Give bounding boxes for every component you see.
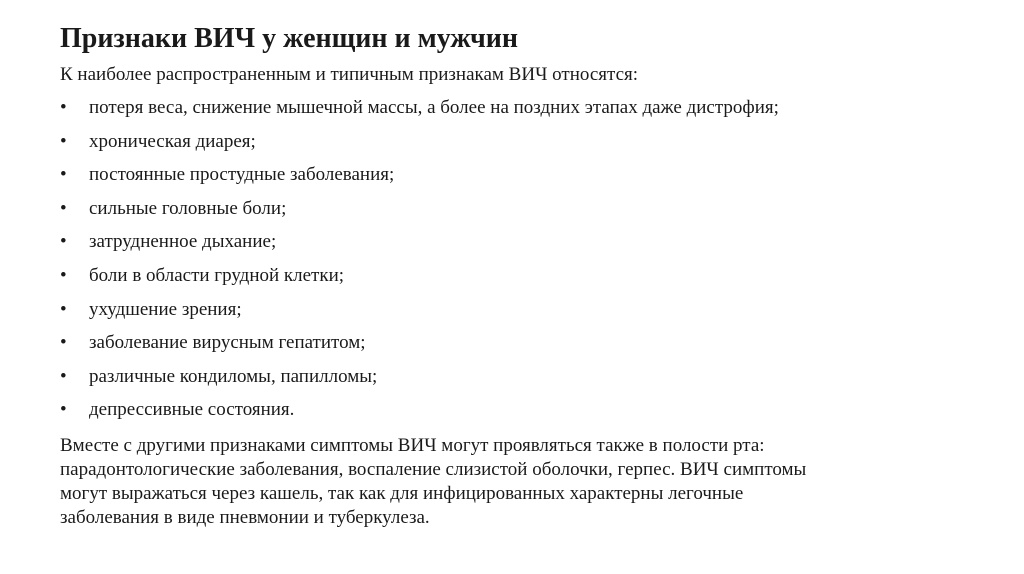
list-item	[60, 264, 779, 298]
list-item-text: заболевание вирусным гепатитом;	[89, 332, 366, 354]
list-item-text: потеря веса, снижение мышечной массы, а более на поздних этапах даже дистрофия;	[89, 97, 779, 118]
bullet-icon: •	[60, 399, 67, 421]
list-item	[60, 331, 779, 365]
list-item	[60, 163, 779, 197]
bullet-icon: •	[60, 164, 67, 186]
list-item	[60, 130, 779, 164]
list-item-text: ухудшение зрения;	[89, 298, 242, 320]
list-item	[60, 96, 779, 130]
list-item	[60, 298, 779, 332]
outro-line: могут выражаться через кашель, так как для инфицированных характерны легочные	[60, 483, 744, 504]
list-item	[60, 365, 779, 399]
list-item-text: депрессивные состояния.	[89, 399, 295, 421]
bullet-icon: •	[60, 231, 67, 253]
list-item-text: постоянные простудные заболевания;	[89, 164, 395, 186]
outro-line: парадонтологические заболевания, воспаление слизистой оболочки, герпес. ВИЧ симптомы	[60, 459, 807, 480]
list-item	[60, 230, 779, 264]
bullet-icon: •	[60, 264, 67, 286]
list-item	[60, 197, 779, 231]
list-item-text: сильные головные боли;	[89, 197, 287, 219]
bullet-icon: •	[60, 332, 67, 354]
list-item-text: затрудненное дыхание;	[89, 231, 277, 253]
bullet-icon: •	[60, 197, 67, 219]
bullet-icon: •	[60, 130, 67, 152]
bullet-icon: •	[60, 97, 67, 118]
list-item-text: боли в области грудной клетки;	[89, 264, 345, 286]
outro-line: Вместе с другими признаками симптомы ВИЧ могут проявляться также в полости рта:	[60, 435, 765, 456]
symptom-list	[60, 96, 779, 432]
bullet-icon: •	[60, 298, 67, 320]
list-item-text: хроническая диарея;	[89, 130, 256, 152]
intro-text: К наиболее распространенным и типичным признакам ВИЧ относятся:	[60, 64, 639, 85]
outro-paragraph	[60, 434, 960, 530]
list-item-text: различные кондиломы, папилломы;	[89, 365, 378, 387]
outro-line: заболевания в виде пневмонии и туберкулеза.	[60, 507, 430, 528]
list-item	[60, 398, 779, 432]
bullet-icon: •	[60, 365, 67, 387]
slide-title: Признаки ВИЧ у женщин и мужчин	[60, 23, 519, 54]
